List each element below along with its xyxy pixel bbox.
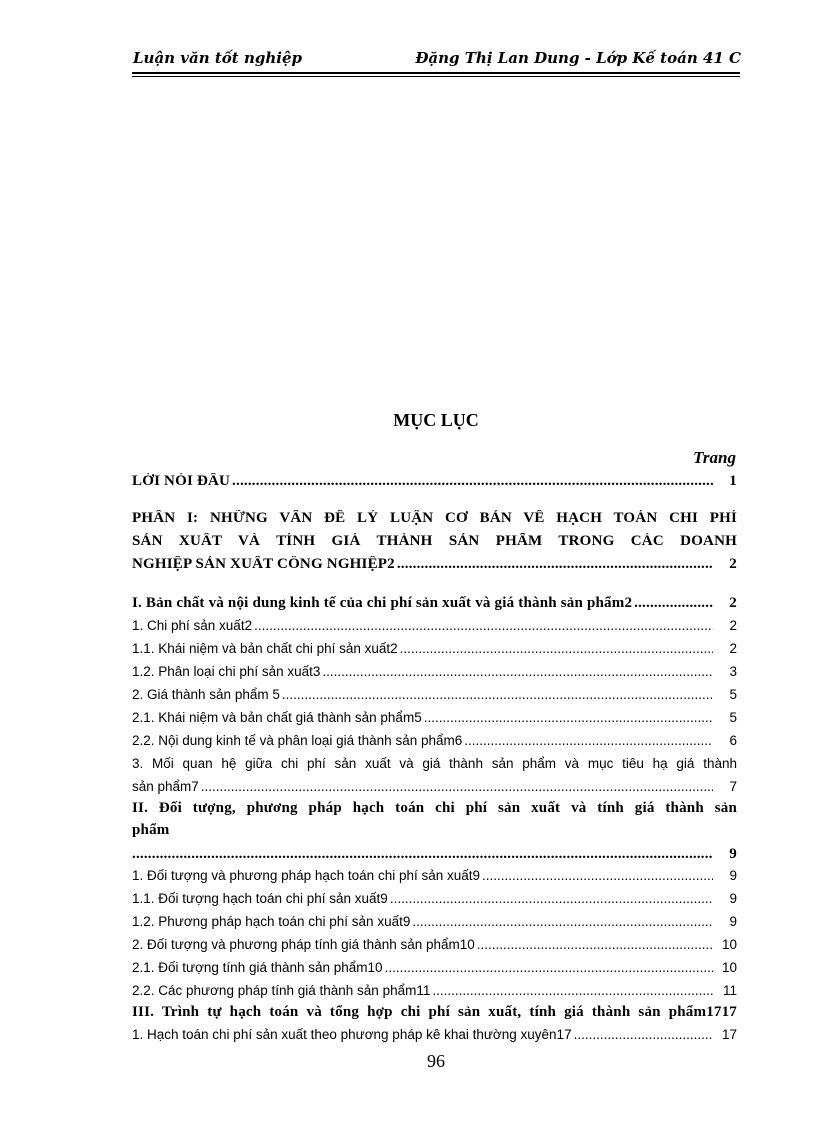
toc-entry-page: 11	[722, 983, 737, 998]
toc-entry-text: sản phẩm7	[132, 779, 199, 794]
leader-dots	[282, 687, 713, 702]
toc-entry[interactable]	[132, 687, 737, 702]
toc-entry-text: phẩm	[132, 822, 170, 838]
toc-entry-page: 7	[729, 779, 737, 794]
toc-entry[interactable]	[132, 618, 737, 633]
toc-entry-text: 2.2. Các phương pháp tính giá thành sản phẩm11	[132, 983, 431, 998]
toc-entry-page: 6	[729, 733, 737, 748]
toc-entry[interactable]	[132, 710, 737, 725]
header-right: Đặng Thị Lan Dung - Lớp Kế toán 41 C	[415, 49, 741, 67]
leader-dots	[482, 868, 713, 883]
leader-dots	[397, 556, 713, 573]
toc-entry[interactable]	[132, 891, 737, 906]
toc-entry-text: LỜI NÓI ĐẦU	[132, 473, 231, 489]
toc-entry-page: 3	[729, 664, 737, 679]
toc-entry[interactable]	[132, 846, 737, 863]
toc-entry-line[interactable]: PHẦN I: NHỮNG VẤN ĐỀ LÝ LUẬN CƠ BẢN VỀ HẠCH TOÁN CHI PHÍ	[132, 510, 737, 526]
toc-entry-text: NGHIỆP SẢN XUẤT CÔNG NGHIỆP2	[132, 556, 395, 572]
toc-entry-text: 2.2. Nội dung kinh tế và phân loại giá thành sản phẩm6	[132, 733, 463, 748]
header-left: Luận văn tốt nghiệp	[133, 49, 302, 67]
toc-entry-line[interactable]: SẢN XUẤT VÀ TÍNH GIÁ THÀNH SẢN PHẨM TRONG CÁC DOANH	[132, 533, 737, 549]
toc-entry-text: 1.2. Phân loại chi phí sản xuất3	[132, 664, 321, 679]
page-number: 96	[427, 1051, 445, 1071]
toc-entry-line[interactable]	[132, 822, 737, 839]
toc-entry-page: 5	[729, 687, 737, 702]
toc-entry-page: 1	[729, 473, 737, 489]
toc-entry[interactable]	[132, 473, 737, 490]
leader-dots	[201, 779, 713, 794]
toc-entry[interactable]	[132, 779, 737, 794]
toc-entry-text: 2.1. Khái niệm và bản chất giá thành sản phẩm5	[132, 710, 422, 725]
toc-entry-text: 1. Chi phí sản xuất2	[132, 618, 253, 633]
toc-entry-page: 9	[729, 914, 737, 929]
toc-entry-text: 1. Hạch toán chi phí sản xuất theo phương pháp kê khai thường xuyên17	[132, 1027, 572, 1042]
toc-entry-text: 1.1. Đối tượng hạch toán chi phí sản xuất9	[132, 891, 388, 906]
toc-entry[interactable]	[132, 641, 737, 656]
toc-entry[interactable]	[132, 983, 737, 998]
leader-dots	[390, 891, 713, 906]
leader-dots	[464, 733, 713, 748]
leader-dots	[400, 641, 713, 656]
toc-entry[interactable]	[132, 914, 737, 929]
toc-entry-line[interactable]: III. Trình tự hạch toán và tổng hợp chi phí sản xuất, tính giá thành sản phẩm1717	[132, 1004, 737, 1020]
leader-dots	[634, 595, 713, 612]
page-column-label: Trang	[693, 448, 736, 467]
leader-dots	[232, 473, 713, 490]
toc-entry-page: 2	[729, 641, 737, 656]
toc-entry-text: 2.1. Đối tượng tính giá thành sản phẩm10	[132, 960, 383, 975]
leader-dots	[412, 914, 713, 929]
toc-entry-page: 2	[729, 595, 737, 611]
toc-entry[interactable]	[132, 937, 737, 952]
toc-entry-page: 10	[721, 937, 737, 952]
leader-dots	[574, 1027, 713, 1042]
toc-entry-line[interactable]: 3. Mối quan hệ giữa chi phí sản xuất và giá thành sản phẩm và mục tiêu hạ giá thành	[132, 756, 737, 771]
toc-entry-page: 9	[729, 846, 737, 862]
toc-entry-text: I. Bản chất và nội dung kinh tế của chi phí sản xuất và giá thành sản phẩm2	[132, 595, 633, 611]
toc-entry[interactable]	[132, 664, 737, 679]
leader-dots	[254, 618, 713, 633]
toc-entry-page: 2	[729, 556, 737, 572]
toc-entry-page: 10	[721, 960, 737, 975]
leader-dots	[322, 664, 713, 679]
toc-entry-page: 17	[721, 1027, 737, 1042]
header-rule	[132, 72, 740, 74]
toc-entry[interactable]	[132, 595, 737, 612]
toc-entry-page: 9	[729, 891, 737, 906]
toc-title: MỤC LỤC	[393, 410, 479, 430]
toc-entry[interactable]	[132, 733, 737, 748]
toc-entry-text: 1.2. Phương pháp hạch toán chi phí sản xuất9	[132, 914, 411, 929]
toc-entry[interactable]	[132, 1027, 737, 1042]
leader-dots	[477, 937, 713, 952]
toc-entry[interactable]	[132, 556, 737, 573]
header-rule-thin	[132, 76, 740, 77]
toc-entry-text: 2. Giá thành sản phẩm 5	[132, 687, 280, 702]
leader-dots	[132, 846, 713, 863]
leader-dots	[385, 960, 713, 975]
toc-entry-page: 5	[729, 710, 737, 725]
toc-entry[interactable]	[132, 960, 737, 975]
leader-dots	[424, 710, 713, 725]
toc-entry-line[interactable]: II. Đối tượng, phương pháp hạch toán chi phí sản xuất và tính giá thành sản	[132, 800, 737, 816]
toc-entry-text: 1. Đối tượng và phương pháp hạch toán chi phí sản xuất9	[132, 868, 481, 883]
leader-dots	[432, 983, 713, 998]
toc-entry-page: 9	[729, 868, 737, 883]
toc-entry-text: 2. Đối tượng và phương pháp tính giá thành sản phẩm10	[132, 937, 475, 952]
toc-entry[interactable]	[132, 868, 737, 883]
toc-entry-text: 1.1. Khái niệm và bản chất chi phí sản xuất2	[132, 641, 398, 656]
toc-entry-page: 2	[729, 618, 737, 633]
